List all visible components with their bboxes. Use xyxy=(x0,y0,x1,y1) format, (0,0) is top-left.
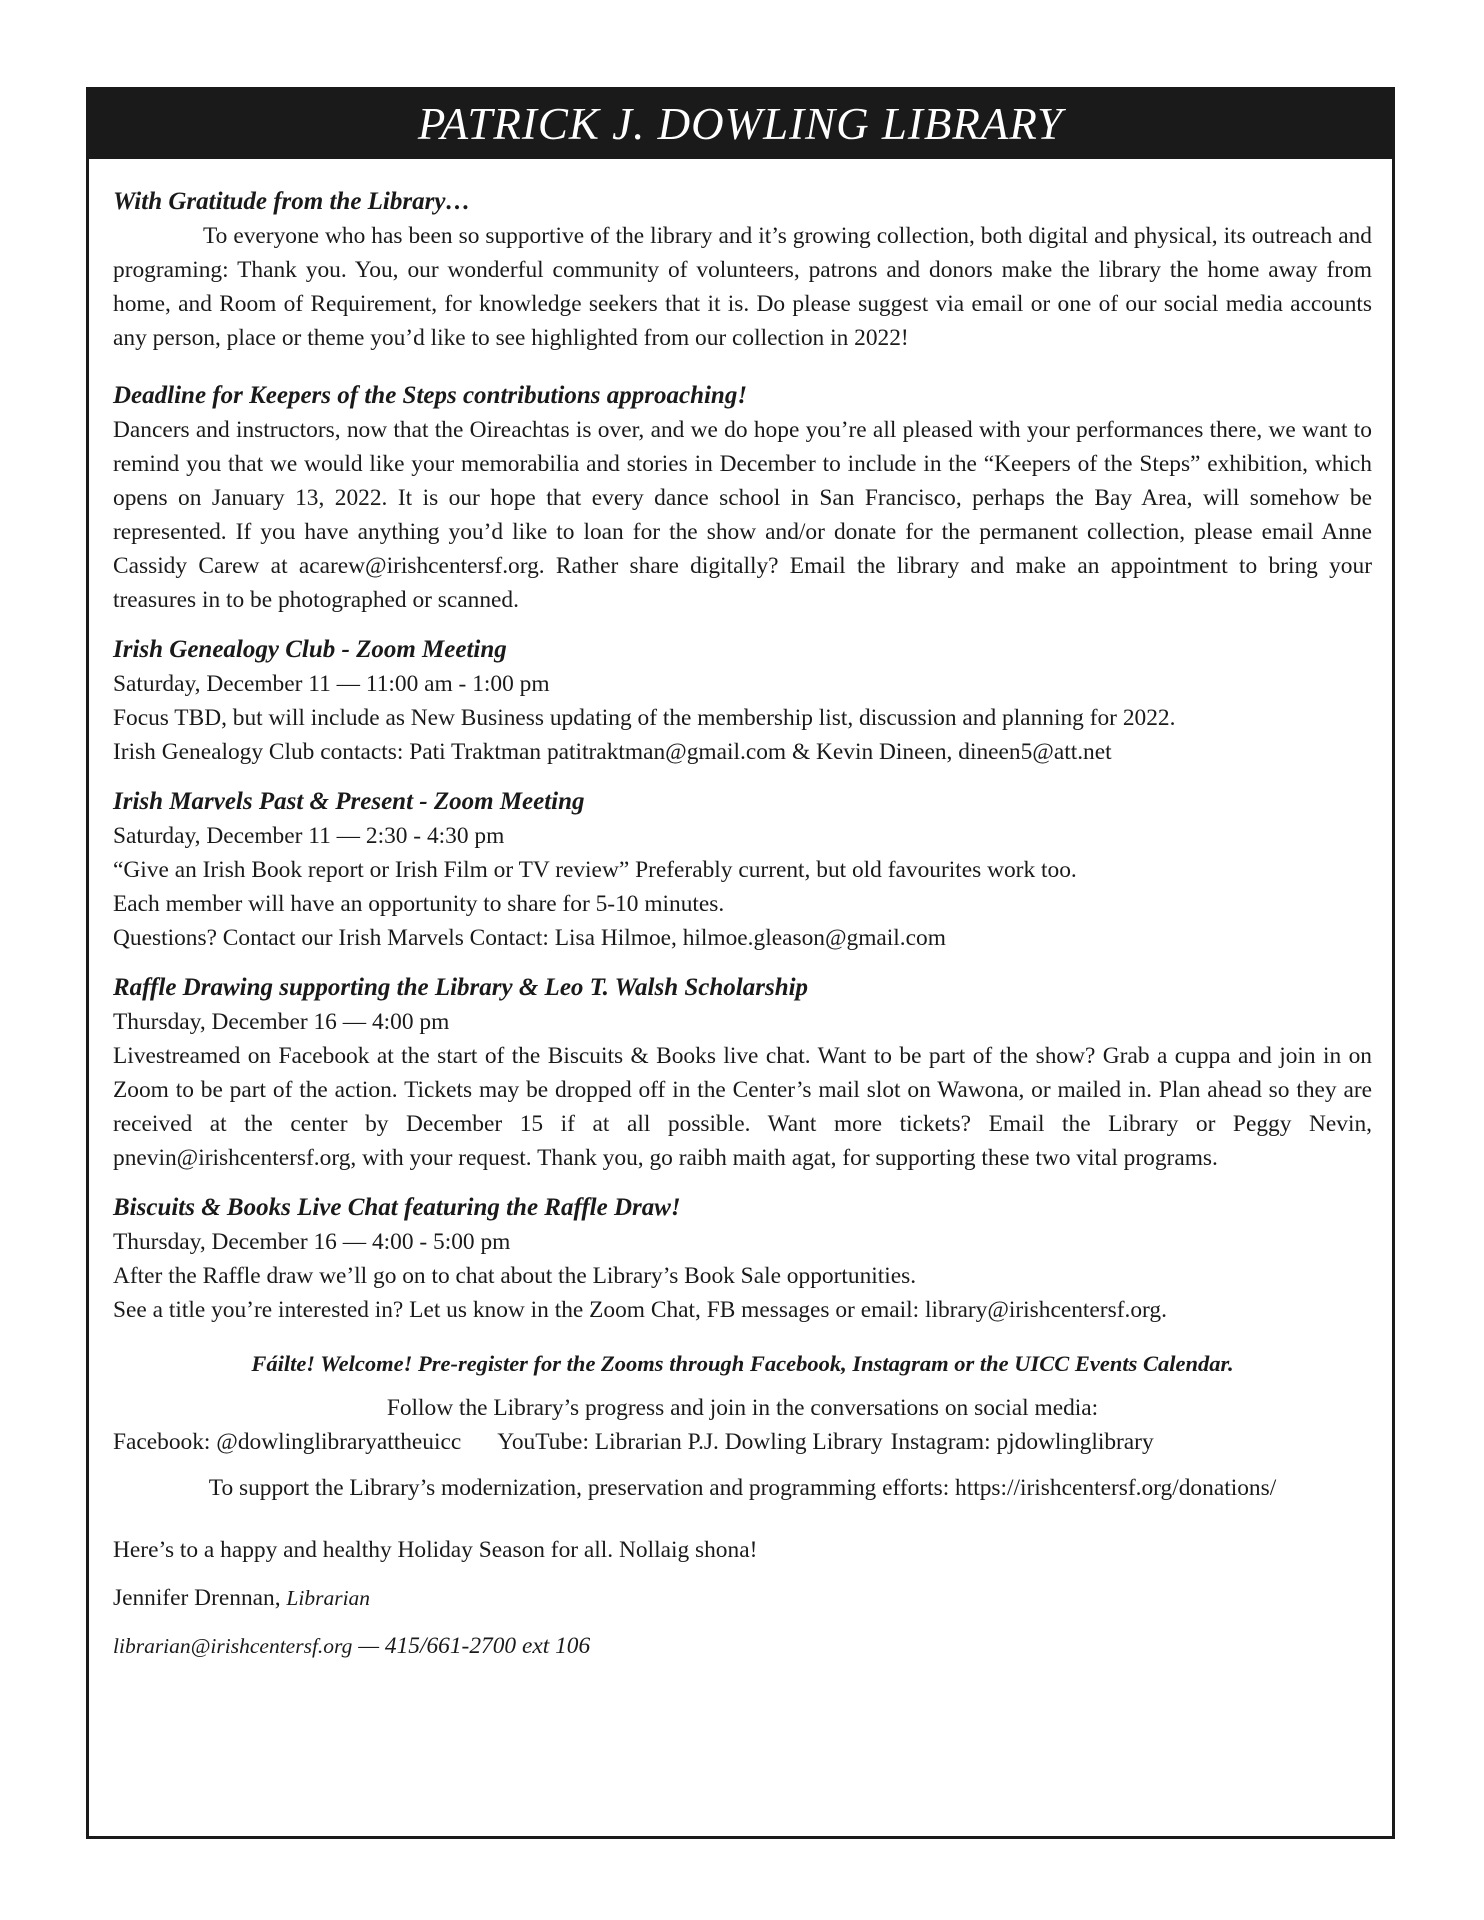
marvels-topic: “Give an Irish Book report or Irish Film or TV review” Preferably current, but old favourites work too. xyxy=(113,857,1077,883)
holiday-greeting: Here’s to a happy and healthy Holiday Season for all. Nollaig shona! xyxy=(113,1537,758,1563)
marvels-heading: Irish Marvels Past & Present - Zoom Meeting xyxy=(113,788,585,815)
biscuits-date: Thursday, December 16 — 4:00 - 5:00 pm xyxy=(113,1229,511,1255)
instagram-handle: Instagram: pjdowlinglibrary xyxy=(890,1429,1154,1455)
raffle-body: Livestreamed on Facebook at the start of the Biscuits & Books live chat. Want to be part of the show? Grab a cuppa and join in on Zoom to be part of the action. Tickets may be dropped off in the Center’s mail slot on Wawona, or mailed in. Plan ahead so they are received at the center by December 15 if at all possible. Want more tickets? Email the Library or Peggy Nevin, pnevin@irishcentersf.org, with your request. Thank you, go raibh maith agat, for supporting these two vital programs. xyxy=(113,1043,1372,1171)
newsletter-content xyxy=(113,185,1372,1663)
signature-title: Librarian xyxy=(286,1586,371,1610)
facebook-handle: Facebook: @dowlinglibraryattheuicc xyxy=(113,1429,462,1455)
genealogy-heading: Irish Genealogy Club - Zoom Meeting xyxy=(113,636,507,663)
genealogy-contacts: Irish Genealogy Club contacts: Pati Traktman patitraktman@gmail.com & Kevin Dineen, dineen5@att.net xyxy=(113,739,1112,765)
biscuits-sale: After the Raffle draw we’ll go on to chat about the Library’s Book Sale opportunities. xyxy=(113,1263,917,1289)
marvels-date: Saturday, December 11 — 2:30 - 4:30 pm xyxy=(113,823,505,849)
youtube-handle: YouTube: Librarian P.J. Dowling Library xyxy=(497,1429,883,1455)
library-banner-title: PATRICK J. DOWLING LIBRARY xyxy=(89,90,1392,159)
contact-phone: — 415/661-2700 ext 106 xyxy=(352,1633,591,1659)
signature-name: Jennifer Drennan, xyxy=(113,1585,287,1611)
follow-line: Follow the Library’s progress and join in the conversations on social media: xyxy=(386,1395,1099,1421)
section-marvels xyxy=(113,785,1372,955)
raffle-date: Thursday, December 16 — 4:00 pm xyxy=(113,1009,450,1035)
section-genealogy xyxy=(113,633,1372,769)
section-biscuits xyxy=(113,1191,1372,1327)
section-gratitude xyxy=(113,185,1372,355)
gratitude-heading: With Gratitude from the Library… xyxy=(113,188,471,215)
section-raffle xyxy=(113,971,1372,1175)
social-spacer-2 xyxy=(883,1425,891,1459)
marvels-share: Each member will have an opportunity to share for 5-10 minutes. xyxy=(113,891,725,917)
deadline-body: Dancers and instructors, now that the Oireachtas is over, and we do hope you’re all pleased with your performances there, we want to remind you that we would like your memorabilia and stories in December to include in the “Keepers of the Steps” exhibition, which opens on January 13, 2022. It is our hope that every dance school in San Francisco, perhaps the Bay Area, will somehow be represented. If you have anything you’d like to loan for the show and/or donate for the permanent collection, please email Anne Cassidy Carew at acarew@irishcentersf.org. Rather share digitally? Email the library and make an appointment to bring your treasures in to be photographed or scanned. xyxy=(113,417,1372,613)
welcome-line: Fáilte! Welcome! Pre-register for the Zooms through Facebook, Instagram or the UICC Events Calendar. xyxy=(251,1351,1234,1376)
biscuits-heading: Biscuits & Books Live Chat featuring the Raffle Draw! xyxy=(113,1194,681,1221)
deadline-heading: Deadline for Keepers of the Steps contributions approaching! xyxy=(113,382,748,409)
genealogy-focus: Focus TBD, but will include as New Business updating of the membership list, discussion and planning for 2022. xyxy=(113,705,1176,731)
newsletter-frame xyxy=(86,87,1395,1839)
support-line: To support the Library’s modernization, preservation and programming efforts: https://irishcentersf.org/donations/ xyxy=(208,1475,1277,1501)
gratitude-body: To everyone who has been so supportive of the library and it’s growing collection, both digital and physical, its outreach and programing: Thank you. You, our wonderful community of volunteers, patrons and donors make the library the home away from home, and Room of Requirement, for knowledge seekers that it is. Do please suggest via email or one of our social media accounts any person, place or theme you’d like to see highlighted from our collection in 2022! xyxy=(113,223,1372,351)
signature xyxy=(113,1581,1372,1615)
biscuits-contact: See a title you’re interested in? Let us know in the Zoom Chat, FB messages or email: library@irishcentersf.org. xyxy=(113,1297,1167,1323)
contact-email: librarian@irishcentersf.org xyxy=(113,1634,353,1658)
raffle-heading: Raffle Drawing supporting the Library & Leo T. Walsh Scholarship xyxy=(113,974,809,1001)
social-links xyxy=(113,1425,1372,1459)
section-deadline xyxy=(113,379,1372,617)
genealogy-date: Saturday, December 11 — 11:00 am - 1:00 pm xyxy=(113,671,550,697)
social-spacer xyxy=(461,1425,497,1459)
marvels-contact: Questions? Contact our Irish Marvels Contact: Lisa Hilmoe, hilmoe.gleason@gmail.com xyxy=(113,925,946,951)
contact-line xyxy=(113,1629,1372,1663)
